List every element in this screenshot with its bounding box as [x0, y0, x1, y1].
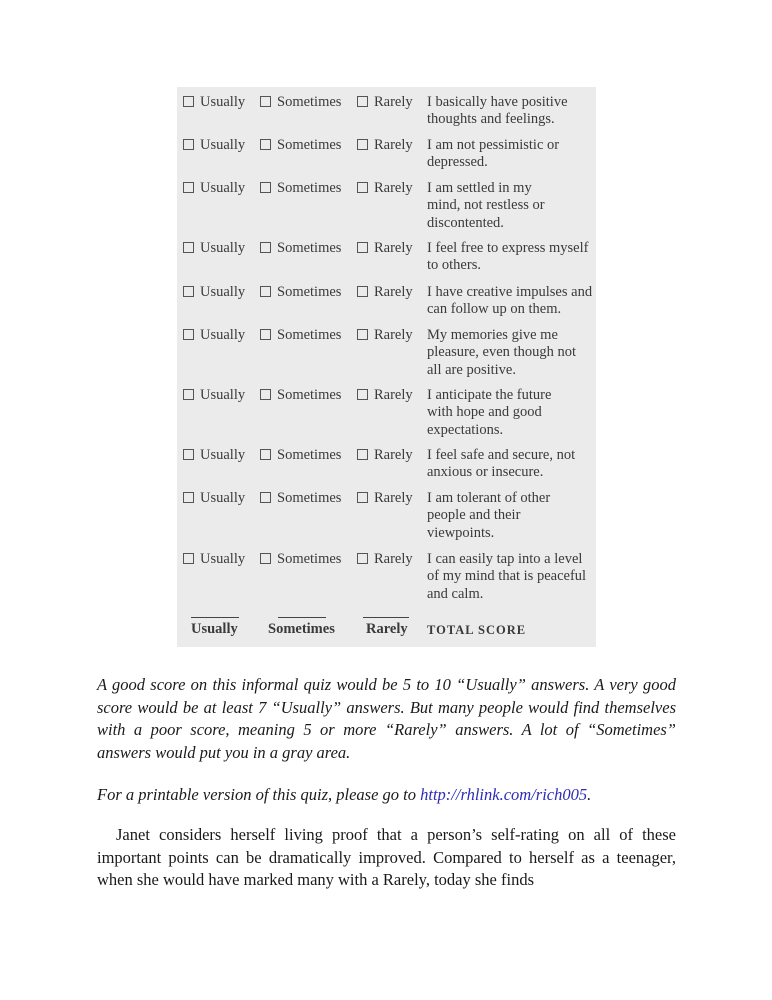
scoring-paragraph: A good score on this informal quiz would be 5 to 10 “Usually” answers. A very good score would be at least 7 “Usually” answers. But many people would find themselves with a poor score, meaning 5 or more “Rarely” answers. A lot of “Sometimes” answers would put you in a gray area.	[97, 675, 676, 762]
rarely-label: Rarely	[374, 137, 413, 153]
sometimes-checkbox[interactable]	[260, 240, 341, 257]
checkbox-icon	[357, 553, 368, 564]
rarely-checkbox[interactable]	[357, 284, 413, 301]
rarely-label: Rarely	[374, 240, 413, 256]
usually-label: Usually	[200, 447, 246, 463]
checkbox-icon	[260, 182, 271, 193]
quiz-statement: I basically have positive thoughts and feelings.	[427, 94, 568, 128]
sometimes-score-blank[interactable]	[278, 617, 326, 618]
rarely-score-label: Rarely	[366, 621, 408, 637]
usually-checkbox[interactable]	[183, 240, 245, 257]
usually-label: Usually	[200, 180, 246, 196]
checkbox-icon	[357, 139, 368, 150]
usually-label: Usually	[200, 387, 246, 403]
quiz-statement: I can easily tap into a level of my mind that is peaceful and calm.	[427, 551, 587, 602]
usually-checkbox[interactable]	[183, 327, 245, 344]
usually-label: Usually	[200, 240, 246, 256]
checkbox-icon	[183, 286, 194, 297]
usually-score-blank[interactable]	[191, 617, 239, 618]
rarely-label: Rarely	[374, 490, 413, 506]
checkbox-icon	[260, 389, 271, 400]
usually-checkbox[interactable]	[183, 387, 245, 404]
rarely-checkbox[interactable]	[357, 327, 413, 344]
checkbox-icon	[183, 553, 194, 564]
checkbox-icon	[260, 139, 271, 150]
sometimes-label: Sometimes	[277, 327, 342, 343]
rarely-checkbox[interactable]	[357, 94, 413, 111]
sometimes-checkbox[interactable]	[260, 490, 341, 507]
usually-checkbox[interactable]	[183, 94, 245, 111]
total-score-label: TOTAL SCORE	[427, 623, 527, 637]
sometimes-label: Sometimes	[277, 387, 342, 403]
sometimes-checkbox[interactable]	[260, 447, 341, 464]
sometimes-label: Sometimes	[277, 551, 342, 567]
sometimes-checkbox[interactable]	[260, 284, 341, 301]
usually-label: Usually	[200, 137, 246, 153]
sometimes-label: Sometimes	[277, 447, 342, 463]
sometimes-label: Sometimes	[277, 490, 342, 506]
usually-label: Usually	[200, 284, 246, 300]
rarely-checkbox[interactable]	[357, 551, 413, 568]
checkbox-icon	[260, 449, 271, 460]
usually-checkbox[interactable]	[183, 284, 245, 301]
rarely-checkbox[interactable]	[357, 240, 413, 257]
rarely-score-blank[interactable]	[363, 617, 409, 618]
quiz-statement: I am tolerant of other people and their viewpoints.	[427, 490, 551, 541]
rarely-label: Rarely	[374, 180, 413, 196]
checkbox-icon	[357, 389, 368, 400]
quiz-statement: My memories give me pleasure, even though not all are positive.	[427, 327, 576, 378]
checkbox-icon	[183, 96, 194, 107]
sometimes-checkbox[interactable]	[260, 137, 341, 154]
body-paragraph: Janet considers herself living proof that a person’s self-rating on all of these important points can be dramatically improved. Compared to herself as a teenager, when she would have marked many with a Rarely, today she finds	[97, 825, 676, 890]
checkbox-icon	[260, 96, 271, 107]
usually-checkbox[interactable]	[183, 180, 245, 197]
rarely-label: Rarely	[374, 387, 413, 403]
sometimes-checkbox[interactable]	[260, 551, 341, 568]
usually-label: Usually	[200, 94, 246, 110]
checkbox-icon	[183, 329, 194, 340]
printable-prefix: For a printable version of this quiz, please go to	[97, 785, 421, 804]
usually-checkbox[interactable]	[183, 447, 245, 464]
checkbox-icon	[260, 329, 271, 340]
usually-score-label: Usually	[191, 621, 238, 637]
checkbox-icon	[260, 286, 271, 297]
quiz-box	[177, 87, 596, 647]
rarely-label: Rarely	[374, 327, 413, 343]
usually-checkbox[interactable]	[183, 137, 245, 154]
checkbox-icon	[183, 139, 194, 150]
printable-suffix: .	[587, 785, 592, 804]
quiz-statement: I feel free to express myself to others.	[427, 240, 589, 274]
usually-checkbox[interactable]	[183, 490, 245, 507]
rarely-checkbox[interactable]	[357, 387, 413, 404]
usually-label: Usually	[200, 551, 246, 567]
sometimes-score-label: Sometimes	[268, 621, 335, 637]
checkbox-icon	[357, 96, 368, 107]
checkbox-icon	[260, 242, 271, 253]
checkbox-icon	[183, 182, 194, 193]
sometimes-label: Sometimes	[277, 240, 342, 256]
checkbox-icon	[183, 492, 194, 503]
rarely-label: Rarely	[374, 94, 413, 110]
checkbox-icon	[183, 242, 194, 253]
checkbox-icon	[357, 329, 368, 340]
sometimes-checkbox[interactable]	[260, 327, 341, 344]
rarely-checkbox[interactable]	[357, 180, 413, 197]
rarely-label: Rarely	[374, 447, 413, 463]
body-text	[97, 824, 676, 892]
sometimes-checkbox[interactable]	[260, 94, 341, 111]
rarely-checkbox[interactable]	[357, 447, 413, 464]
rarely-checkbox[interactable]	[357, 137, 413, 154]
checkbox-icon	[357, 492, 368, 503]
quiz-statement: I am not pessimistic or depressed.	[427, 137, 560, 171]
checkbox-icon	[357, 182, 368, 193]
printable-note	[97, 784, 676, 807]
checkbox-icon	[183, 449, 194, 460]
sometimes-label: Sometimes	[277, 180, 342, 196]
rarely-label: Rarely	[374, 284, 413, 300]
quiz-statement: I anticipate the future with hope and good expectations.	[427, 387, 552, 438]
checkbox-icon	[260, 553, 271, 564]
checkbox-icon	[357, 242, 368, 253]
sometimes-checkbox[interactable]	[260, 387, 341, 404]
rarely-label: Rarely	[374, 551, 413, 567]
usually-checkbox[interactable]	[183, 551, 245, 568]
checkbox-icon	[357, 286, 368, 297]
usually-label: Usually	[200, 327, 246, 343]
quiz-statement: I feel safe and secure, not anxious or insecure.	[427, 447, 576, 481]
checkbox-icon	[357, 449, 368, 460]
sometimes-label: Sometimes	[277, 137, 342, 153]
sometimes-label: Sometimes	[277, 284, 342, 300]
quiz-statement: I have creative impulses and can follow up on them.	[427, 284, 593, 318]
checkbox-icon	[260, 492, 271, 503]
usually-label: Usually	[200, 490, 246, 506]
printable-link[interactable]: http://rhlink.com/rich005	[420, 785, 588, 804]
quiz-statement: I am settled in my mind, not restless or discontented.	[427, 180, 545, 231]
sometimes-checkbox[interactable]	[260, 180, 341, 197]
checkbox-icon	[183, 389, 194, 400]
sometimes-label: Sometimes	[277, 94, 342, 110]
rarely-checkbox[interactable]	[357, 490, 413, 507]
